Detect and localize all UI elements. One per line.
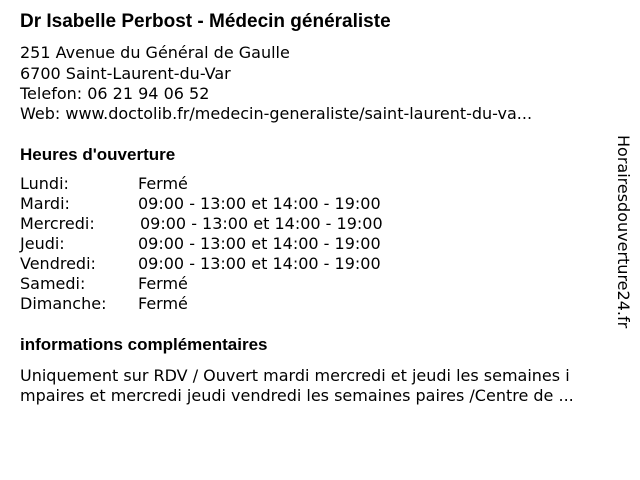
- hours-value: 09:00 - 13:00 et 14:00 - 19:00: [138, 254, 381, 273]
- day-label: Lundi:: [20, 174, 69, 193]
- hours-row-monday: [20, 174, 440, 194]
- website-link[interactable]: Web: www.doctolib.fr/medecin-generaliste/saint-laurent-du-va...: [20, 104, 533, 123]
- hours-row-saturday: [20, 274, 440, 294]
- hours-row-tuesday: [20, 194, 440, 214]
- hours-value: 09:00 - 13:00 et 14:00 - 19:00: [138, 194, 381, 213]
- hours-row-wednesday: [20, 214, 440, 234]
- opening-hours-heading: Heures d'ouverture: [20, 145, 176, 164]
- additional-info-heading: informations complémentaires: [20, 335, 268, 354]
- address-street: 251 Avenue du Général de Gaulle: [20, 43, 290, 62]
- day-label: Mercredi:: [20, 214, 95, 233]
- address-city: 6700 Saint-Laurent-du-Var: [20, 64, 231, 83]
- additional-info-line-2: mpaires et mercredi jeudi vendredi les semaines paires /Centre de ...: [20, 386, 574, 405]
- hours-value: Fermé: [138, 294, 188, 313]
- phone-number: Telefon: 06 21 94 06 52: [20, 84, 210, 103]
- day-label: Mardi:: [20, 194, 70, 213]
- hours-value: 09:00 - 13:00 et 14:00 - 19:00: [138, 234, 381, 253]
- hours-row-friday: [20, 254, 440, 274]
- hours-value: 09:00 - 13:00 et 14:00 - 19:00: [140, 214, 383, 233]
- hours-value: Fermé: [138, 274, 188, 293]
- page-title: Dr Isabelle Perbost - Médecin généraliste: [20, 11, 391, 32]
- day-label: Samedi:: [20, 274, 86, 293]
- hours-row-sunday: [20, 294, 440, 314]
- site-watermark: Horairesdouverture24.fr: [614, 135, 633, 329]
- hours-value: Fermé: [138, 174, 188, 193]
- additional-info-line-1: Uniquement sur RDV / Ouvert mardi mercredi et jeudi les semaines i: [20, 366, 570, 385]
- hours-row-thursday: [20, 234, 440, 254]
- day-label: Dimanche:: [20, 294, 107, 313]
- day-label: Jeudi:: [20, 234, 65, 253]
- day-label: Vendredi:: [20, 254, 96, 273]
